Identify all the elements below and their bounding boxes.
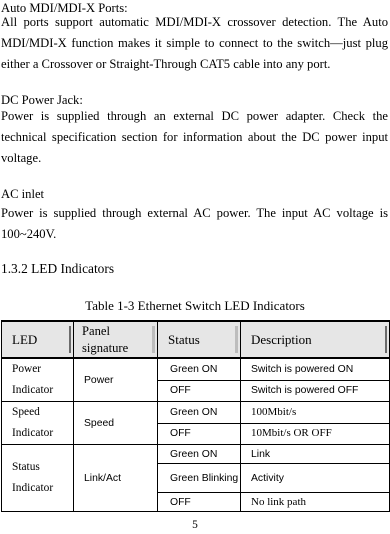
indicators-heading: 1.3.2 LED Indicators bbox=[1, 261, 115, 276]
table-row bbox=[2, 445, 390, 464]
description-cell: No link path bbox=[241, 493, 390, 512]
header-description: Description bbox=[241, 321, 390, 358]
table-caption: Table 1-3 Ethernet Switch LED Indicators bbox=[85, 298, 305, 313]
led-indicator-table bbox=[1, 320, 390, 512]
status-cell: OFF bbox=[158, 380, 241, 401]
description-cell: 100Mbit/s bbox=[241, 402, 390, 424]
table-header-row bbox=[2, 321, 390, 358]
header-led: LED bbox=[2, 321, 74, 358]
status-cell: Green ON bbox=[158, 445, 241, 464]
description-cell: Activity bbox=[241, 464, 390, 493]
status-cell: Green Blinking bbox=[158, 464, 241, 493]
panel-signature-cell: Power bbox=[74, 358, 158, 402]
dc-section-title: DC Power Jack: bbox=[1, 93, 83, 107]
dc-section-body: Power is supplied through an external DC power adapter. Check the technical specification section for information about the DC power input voltage. bbox=[1, 109, 388, 165]
header-panel-signature: Panel signature bbox=[74, 321, 158, 358]
ac-section-body: Power is supplied through external AC power. The input AC voltage is 100~240V. bbox=[1, 206, 388, 241]
panel-signature-cell: Link/Act bbox=[74, 445, 158, 512]
table-row bbox=[2, 402, 390, 424]
table-row bbox=[2, 358, 390, 380]
panel-signature-cell: Speed bbox=[74, 402, 158, 445]
status-cell: Green ON bbox=[158, 402, 241, 424]
description-cell: Link bbox=[241, 445, 390, 464]
status-cell: OFF bbox=[158, 423, 241, 445]
header-status: Status bbox=[158, 321, 241, 358]
led-name-cell: Power Indicator bbox=[2, 358, 74, 402]
ac-section-title: AC inlet bbox=[1, 187, 45, 201]
mdi-section-body: All ports support automatic MDI/MDI-X crossover detection. The Auto MDI/MDI-X function makes it simple to connect to the switch—just plug either a Crossover or Straight-Through CAT5 cable into any port. bbox=[1, 15, 388, 71]
mdi-section-title: Auto MDI/MDI-X Ports: bbox=[1, 1, 128, 15]
page-number: 5 bbox=[192, 519, 198, 531]
status-cell: Green ON bbox=[158, 358, 241, 380]
description-cell: Switch is powered OFF bbox=[241, 380, 390, 401]
led-name-cell: Status Indicator bbox=[2, 445, 74, 512]
led-name-cell: Speed Indicator bbox=[2, 402, 74, 445]
description-cell: Switch is powered ON bbox=[241, 358, 390, 380]
description-cell: 10Mbit/s OR OFF bbox=[241, 423, 390, 445]
status-cell: OFF bbox=[158, 493, 241, 512]
